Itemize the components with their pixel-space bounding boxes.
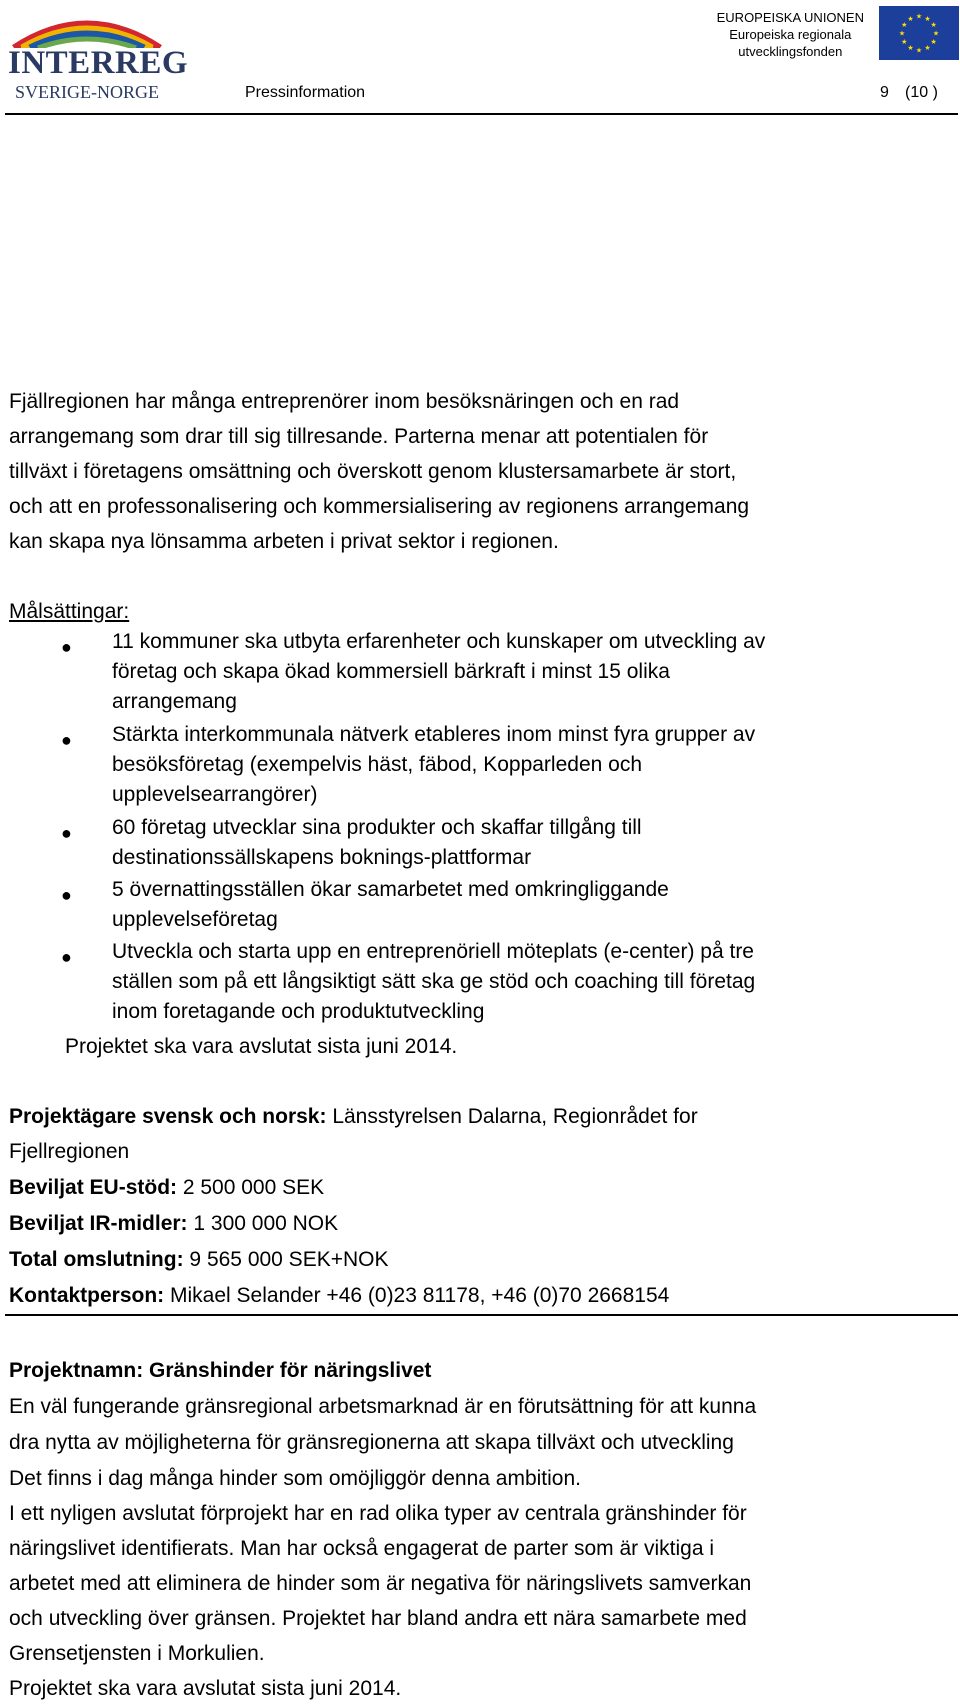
page-number: 9 [880,84,889,101]
bullet-icon: ● [61,885,72,905]
total-row [9,1243,388,1276]
page-total: (10 ) [905,84,938,101]
project2-line: En väl fungerande gränsregional arbetsmarknad är en förutsättning för att kunna [9,1395,757,1418]
eu-label-line1: EUROPEISKA UNIONEN [716,10,864,25]
contact-value: Mikael Selander +46 (0)23 81178, +46 (0)70 2668154 [164,1284,670,1307]
project2-line: Det finns i dag många hinder som omöjliggör denna ambition. [9,1467,581,1490]
intro-line: och att en professonalisering och kommersialisering av regionens arrangemang [9,495,750,518]
goal-line: 60 företag utvecklar sina produkter och skaffar tillgång till [112,816,642,839]
eu-star-icon: ★ [924,45,931,53]
logo-arcs [8,8,166,48]
goal-line: Utveckla och starta upp en entreprenöriell möteplats (e-center) på tre [112,940,754,963]
goal-line: inom foretagande och produktutveckling [112,1000,485,1023]
project2-title: Projektnamn: Gränshinder för näringslivet [9,1359,432,1382]
owner-value-cont: Fjellregionen [9,1140,130,1163]
bullet-icon: ● [61,730,72,750]
logo-wordmark: INTERREG [8,45,189,81]
project2-line: näringslivet identifierats. Man har också engagerat de parter som är viktiga i [9,1537,715,1560]
eu-star-icon: ★ [907,45,914,53]
goal-line: besöksföretag (exempelvis häst, fäbod, Kopparleden och [112,753,642,776]
contact-label: Kontaktperson: [9,1284,165,1307]
bullet-icon: ● [61,637,72,657]
total-label: Total omslutning: [9,1248,184,1271]
eu-support-label: Beviljat EU-stöd: [9,1176,178,1199]
owner-value: Länsstyrelsen Dalarna, Regionrådet for [326,1105,698,1128]
goal-line: upplevelsearrangörer) [112,783,318,806]
eu-flag-icon [879,6,959,60]
document-label: Pressinformation [245,84,366,101]
total-value: 9 565 000 SEK+NOK [183,1248,389,1271]
project2-line: dra nytta av möjligheterna för gränsregionerna att skapa tillväxt och utveckling [9,1431,734,1454]
intro-line: tillväxt i företagens omsättning och överskott genom klustersamarbete är stort, [9,460,737,483]
goal-line: företag och skapa ökad kommersiell bärkraft i minst 15 olika [112,660,670,683]
project2-line: och utveckling över gränsen. Projektet har bland andra ett nära samarbete med [9,1607,747,1630]
section-divider [5,1314,958,1316]
owner-row [9,1100,698,1133]
project2-line: Projektet ska vara avslutat sista juni 2014. [9,1677,402,1700]
ir-row [9,1207,338,1240]
intro-line: arrangemang som drar till sig tillresande. Parterna menar att potentialen för [9,425,709,448]
eu-label-line3: utvecklingsfonden [738,44,843,59]
ir-value: 1 300 000 NOK [187,1212,339,1235]
eu-star-icon: ★ [915,47,923,55]
page-header [0,0,960,118]
owner-label: Projektägare svensk och norsk: [9,1105,327,1128]
goal-line: upplevelseföretag [112,908,278,931]
interreg-logo [8,8,189,104]
eu-star-icon: ★ [898,30,906,38]
goal-line: 5 övernattingsställen ökar samarbetet med omkringliggande [112,878,669,901]
header-divider [5,113,958,115]
eu-label [717,9,864,60]
project2-line: arbetet med att eliminera de hinder som är negativa för näringslivets samverkan [9,1572,752,1595]
intro-line: kan skapa nya lönsamma arbeten i privat sektor i regionen. [9,530,559,553]
bullet-icon: ● [61,823,72,843]
eu-star-icon: ★ [901,22,908,29]
ir-label: Beviljat IR-midler: [9,1212,188,1235]
logo-subtitle: SVERIGE-NORGE [15,82,159,102]
eu-star-icon: ★ [924,15,931,23]
project2-line: I ett nyligen avslutat förprojekt har en rad olika typer av centrala gränshinder för [9,1502,747,1525]
eu-label-line2: Europeiska regionala [729,27,852,42]
eu-star-icon: ★ [930,39,937,46]
bullet-icon: ● [61,947,72,967]
project2-line: Grensetjensten i Morkulien. [9,1642,265,1665]
eu-star-icon: ★ [930,22,937,29]
eu-support-row [9,1171,324,1204]
goal-line: arrangemang [112,690,237,713]
eu-support-value: 2 500 000 SEK [177,1176,325,1199]
intro-line: Fjällregionen har många entreprenörer inom besöksnäringen och en rad [9,390,680,413]
goals-end-note: Projektet ska vara avslutat sista juni 2014. [65,1035,458,1058]
goal-line: destinationssällskapens boknings-plattformar [112,846,532,869]
goal-line: 11 kommuner ska utbyta erfarenheter och kunskaper om utveckling av [112,630,766,653]
goals-heading: Målsättingar: [9,600,130,623]
eu-star-icon: ★ [901,39,908,46]
goal-line: ställen som på ett långsiktigt sätt ska ge stöd och coaching till företag [112,970,756,993]
eu-star-icon: ★ [915,13,923,21]
goal-line: Stärkta interkommunala nätverk etableres inom minst fyra grupper av [112,723,756,746]
contact-row [9,1279,669,1312]
eu-star-icon: ★ [907,15,914,23]
eu-star-icon: ★ [932,30,940,38]
